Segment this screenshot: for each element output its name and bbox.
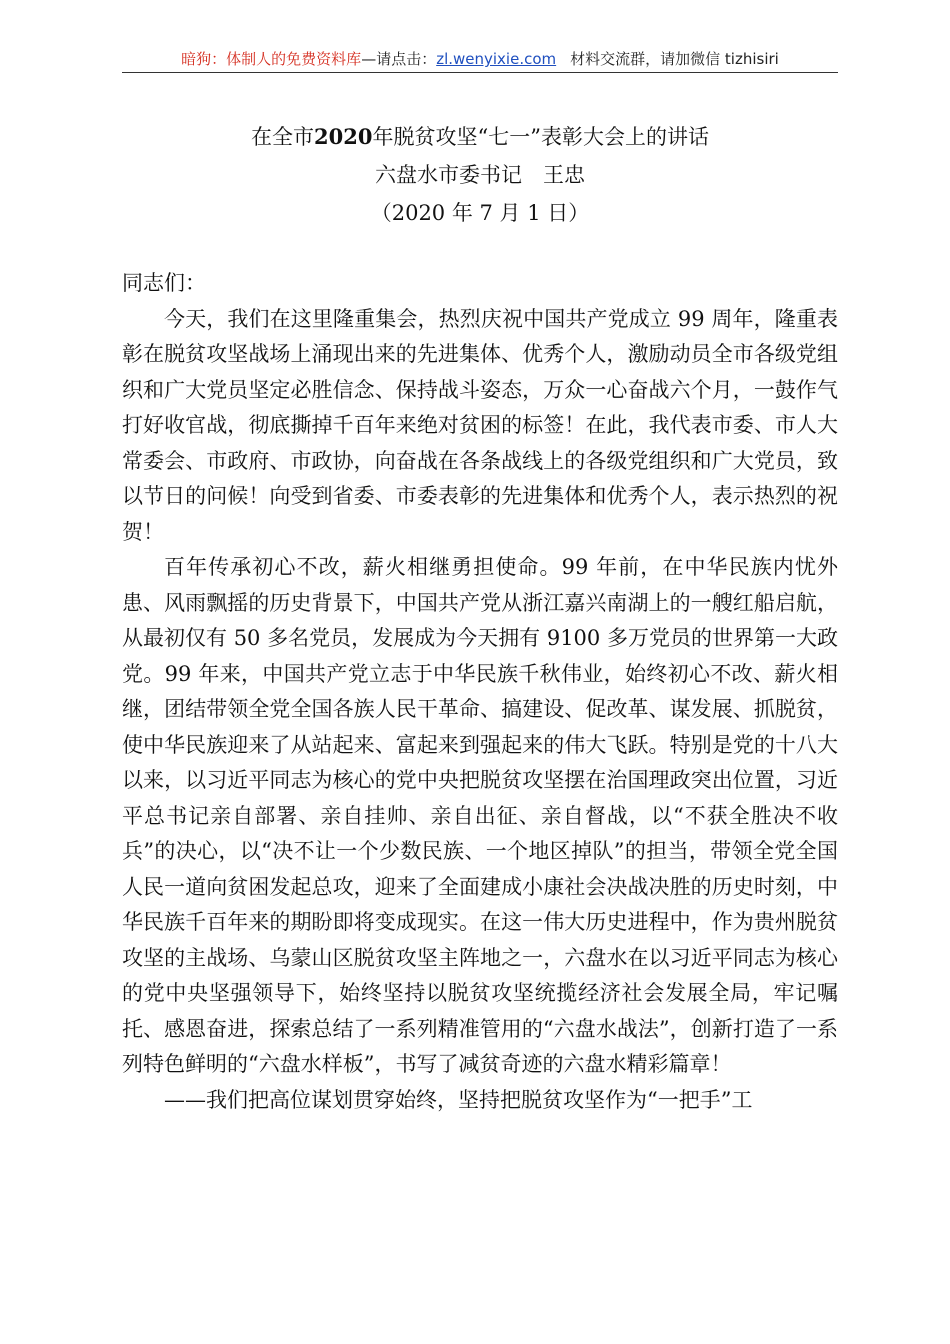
header-link[interactable]: zl.wenyixie.com [436,50,557,68]
speaker-line: 六盘水市委书记 王忠 [375,163,585,187]
title-post: 年脱贫攻坚“七一”表彰大会上的讲话 [372,125,709,149]
title-pre: 在全市 [251,125,315,149]
header-brand: 暗狗：体制人的免费资料库 [181,50,362,68]
title-block [122,118,838,232]
document-title [122,118,838,156]
paragraph: 百年传承初心不改，薪火相继勇担使命。99 年前，在中华民族内忧外患、风雨飘摇的历史背景下，中国共产党从浙江嘉兴南湖上的一艘红船启航，从最初仅有 50 多名党员，发展成为今天拥有 9100 多万党员的世界第一大政党。99 年来，中国共产党立志于中华民族千秋伟业，始终初心不改、薪火相继，团结带领全党全国各族人民干革命、搞建设、促改革、谋发展、抓脱贫，使中华民族迎来了从站起来、富起来到强起来的伟大飞跃。特别是党的十八大以来，以习近平同志为核心的党中央把脱贫攻坚摆在治国理政突出位置，习近平总书记亲自部署、亲自挂帅、亲自出征、亲自督战，以“不获全胜决不收兵”的决心，以“决不让一个少数民族、一个地区掉队”的担当，带领全党全国人民一道向贫困发起总攻，迎来了全面建成小康社会决战决胜的历史时刻，中华民族千百年来的期盼即将变成现实。在这一伟大历史进程中，作为贵州脱贫攻坚的主战场、乌蒙山区脱贫攻坚主阵地之一，六盘水在以习近平同志为核心的党中央坚强领导下，始终坚持以脱贫攻坚统揽经济社会发展全局，牢记嘱托、感恩奋进，探索总结了一系列精准管用的“六盘水战法”，创新打造了一系列特色鲜明的“六盘水样板”，书写了减贫奇迹的六盘水精彩篇章！ [122,555,838,1076]
header-separator: —请点击： [361,50,437,68]
header-divider [122,72,838,73]
header-note: 材料交流群，请加微信 tizhisiri [570,50,779,68]
title-year: 2020 [314,124,373,149]
speech-body [122,266,838,1118]
date-line: （2020 年 7 月 1 日） [370,201,590,225]
paragraph: ——我们把高位谋划贯穿始终，坚持把脱贫攻坚作为“一把手”工 [164,1087,753,1112]
salutation: 同志们： [122,271,206,295]
page-header [122,48,838,70]
paragraph: 今天，我们在这里隆重集会，热烈庆祝中国共产党成立 99 周年，隆重表彰在脱贫攻坚战场上涌现出来的先进集体、优秀个人，激励动员全市各级党组织和广大党员坚定必胜信念、保持战斗姿态，万众一心奋战六个月，一鼓作气打好收官战，彻底撕掉千百年来绝对贫困的标签！在此，我代表市委、市人大常委会、市政府、市政协，向奋战在各条战线上的各级党组织和广大党员，致以节日的问候！向受到省委、市委表彰的先进集体和优秀个人，表示热烈的祝贺！ [122,306,838,544]
